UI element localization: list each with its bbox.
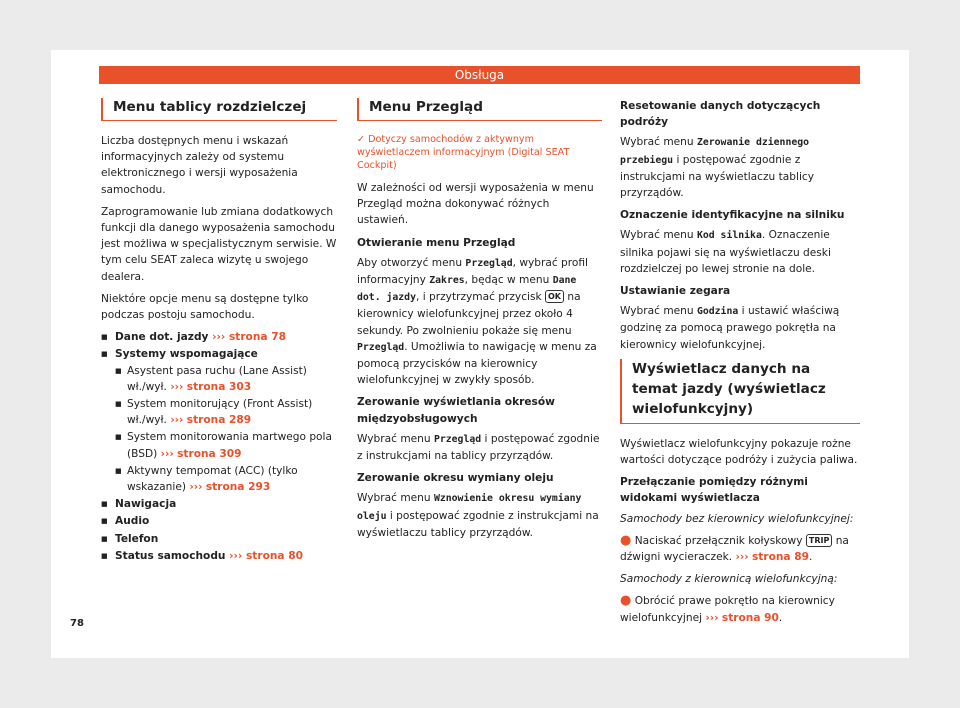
paragraph: Niektóre opcje menu są dostępne tylko podczas postoju samochodu. [101, 292, 309, 322]
list-item: ■ Systemy wspomagające ■ Asystent pasa ruchu (Lane Assist) wł./wył. ››› strona 303 ■ System monitorujący (Front Assist) wł./wył. ››› strona 289 ■ System monitorowania martwego pola (BSD) ››› strona 309 ■ Aktywny tempomat (ACC) (tylko wskazanie) ››› strona 293 [101, 346, 337, 495]
paragraph: Aby otworzyć menu Przegląd, wybrać profil informacyjny Zakres, będąc w menu Dane dot. jazdy, i przytrzymać przycisk OK na kierownicy wielofunkcyjnej przez około 4 sekundy. Po zwolnieniu pokaże się menu Przegląd. Umożliwia to nawigację w menu za pomocą przycisków na kierownicy wielofunkcyjnej w zwykły sposób. [357, 256, 597, 387]
bullet-icon: ● [620, 593, 632, 609]
page-reference-link[interactable]: ››› strona 89 [735, 551, 809, 564]
menu-list [101, 329, 337, 564]
ok-button-icon: OK [545, 290, 564, 303]
section-title: Menu Przegląd [357, 98, 602, 121]
paragraph: Wybrać menu Godzina i ustawić właściwą godzinę za pomocą prawego pokrętła na kierownicy wielofunkcyjnej. [620, 305, 840, 351]
subheading: Zerowanie wyświetlania okresów międzyobsługowych [357, 396, 555, 425]
instruction-step: ● Naciskać przełącznik kołyskowy TRIP na dźwigni wycieraczek. ››› strona 89. [620, 532, 849, 564]
list-item: ■ Audio [101, 513, 337, 529]
subheading: Oznaczenie identyfikacyjne na silniku [620, 209, 845, 222]
page-reference-link[interactable]: ››› strona 78 [212, 331, 286, 344]
bullet-icon: ● [620, 532, 632, 548]
paragraph: Wybrać menu Zerowanie dziennego przebiegu i postępować zgodnie z instrukcjami na wyświetlaczu tablicy przyrządów. [620, 136, 814, 200]
paragraph: Liczba dostępnych menu i wskazań informacyjnych zależy od systemu elektronicznego i wersji wyposażenia samochodu. [101, 135, 298, 196]
subheading: Zerowanie okresu wymiany oleju [357, 472, 554, 485]
subheading: Resetowanie danych dotyczących podróży [620, 100, 821, 129]
list-item: ■ Asystent pasa ruchu (Lane Assist) wł./wył. ››› strona 303 [115, 363, 337, 395]
paragraph: Wybrać menu Kod silnika. Oznaczenie silnika pojawi się na wyświetlaczu deski rozdzielczej po lewej stronie na dole. [620, 229, 831, 275]
page-reference-link[interactable]: ››› strona 80 [229, 549, 303, 562]
italic-condition: Samochody z kierownicą wielofunkcyjną: [620, 573, 838, 586]
list-item: ■ Aktywny tempomat (ACC) (tylko wskazanie) ››› strona 293 [115, 463, 337, 495]
instruction-step: ● Obrócić prawe pokrętło na kierownicy wielofunkcyjnej ››› strona 90. [620, 593, 835, 624]
page-reference-link[interactable]: ››› strona 309 [160, 447, 242, 460]
paragraph: Wyświetlacz wielofunkcyjny pokazuje rożne wartości dotyczące podróży i zużycia paliwa. [620, 437, 858, 467]
list-item: ■ Dane dot. jazdy ››› strona 78 [101, 329, 337, 345]
page-reference-link[interactable]: ››› strona 90 [705, 611, 779, 624]
column-right [620, 98, 860, 632]
subheading: Przełączanie pomiędzy różnymi widokami wyświetlacza [620, 476, 808, 505]
paragraph: Wybrać menu Przegląd i postępować zgodnie z instrukcjami na tablicy przyrządów. [357, 432, 600, 463]
page-number: 78 [70, 618, 84, 629]
page-reference-link[interactable]: ››› strona 303 [170, 380, 252, 393]
section-title: Menu tablicy rozdzielczej [101, 98, 337, 121]
italic-condition: Samochody bez kierownicy wielofunkcyjnej: [620, 512, 854, 525]
list-item: ■ System monitorujący (Front Assist) wł./wył. ››› strona 289 [115, 396, 337, 428]
check-icon: ✓ [357, 134, 366, 145]
page-reference-link[interactable]: ››› strona 293 [189, 481, 271, 494]
list-item: ■ System monitorowania martwego pola (BSD) ››› strona 309 [115, 429, 337, 461]
list-item: ■ Status samochodu ››› strona 80 [101, 548, 337, 564]
trip-button-icon: TRIP [806, 534, 832, 547]
column-middle [357, 98, 602, 547]
page-reference-link[interactable]: ››› strona 289 [170, 414, 252, 427]
subheading: Otwieranie menu Przegląd [357, 236, 516, 249]
section-title: Wyświetlacz danych na temat jazdy (wyświetlacz wielofunkcyjny) [620, 359, 860, 424]
applicability-note: ✓ Dotyczy samochodów z aktywnym wyświetlaczem informacyjnym (Digital SEAT Cockpit) [357, 134, 570, 171]
column-left [101, 98, 337, 565]
list-item: ■ Telefon [101, 531, 337, 547]
paragraph: W zależności od wersji wyposażenia w menu Przegląd można dokonywać różnych ustawień. [357, 182, 594, 227]
paragraph: Wybrać menu Wznowienie okresu wymiany oleju i postępować zgodnie z instrukcjami na wyświetlaczu tablicy przyrządów. [357, 492, 599, 539]
sub-list [115, 363, 337, 496]
paragraph: Zaprogramowanie lub zmiana dodatkowych funkcji dla danego wyposażenia samochodu jest możliwa w specjalistycznym serwisie. W tym celu SEAT zaleca wizytę u swojego dealera. [101, 205, 337, 283]
chapter-header: Obsługa [99, 66, 860, 84]
subheading: Ustawianie zegara [620, 285, 731, 298]
list-item: ■ Nawigacja [101, 496, 337, 512]
